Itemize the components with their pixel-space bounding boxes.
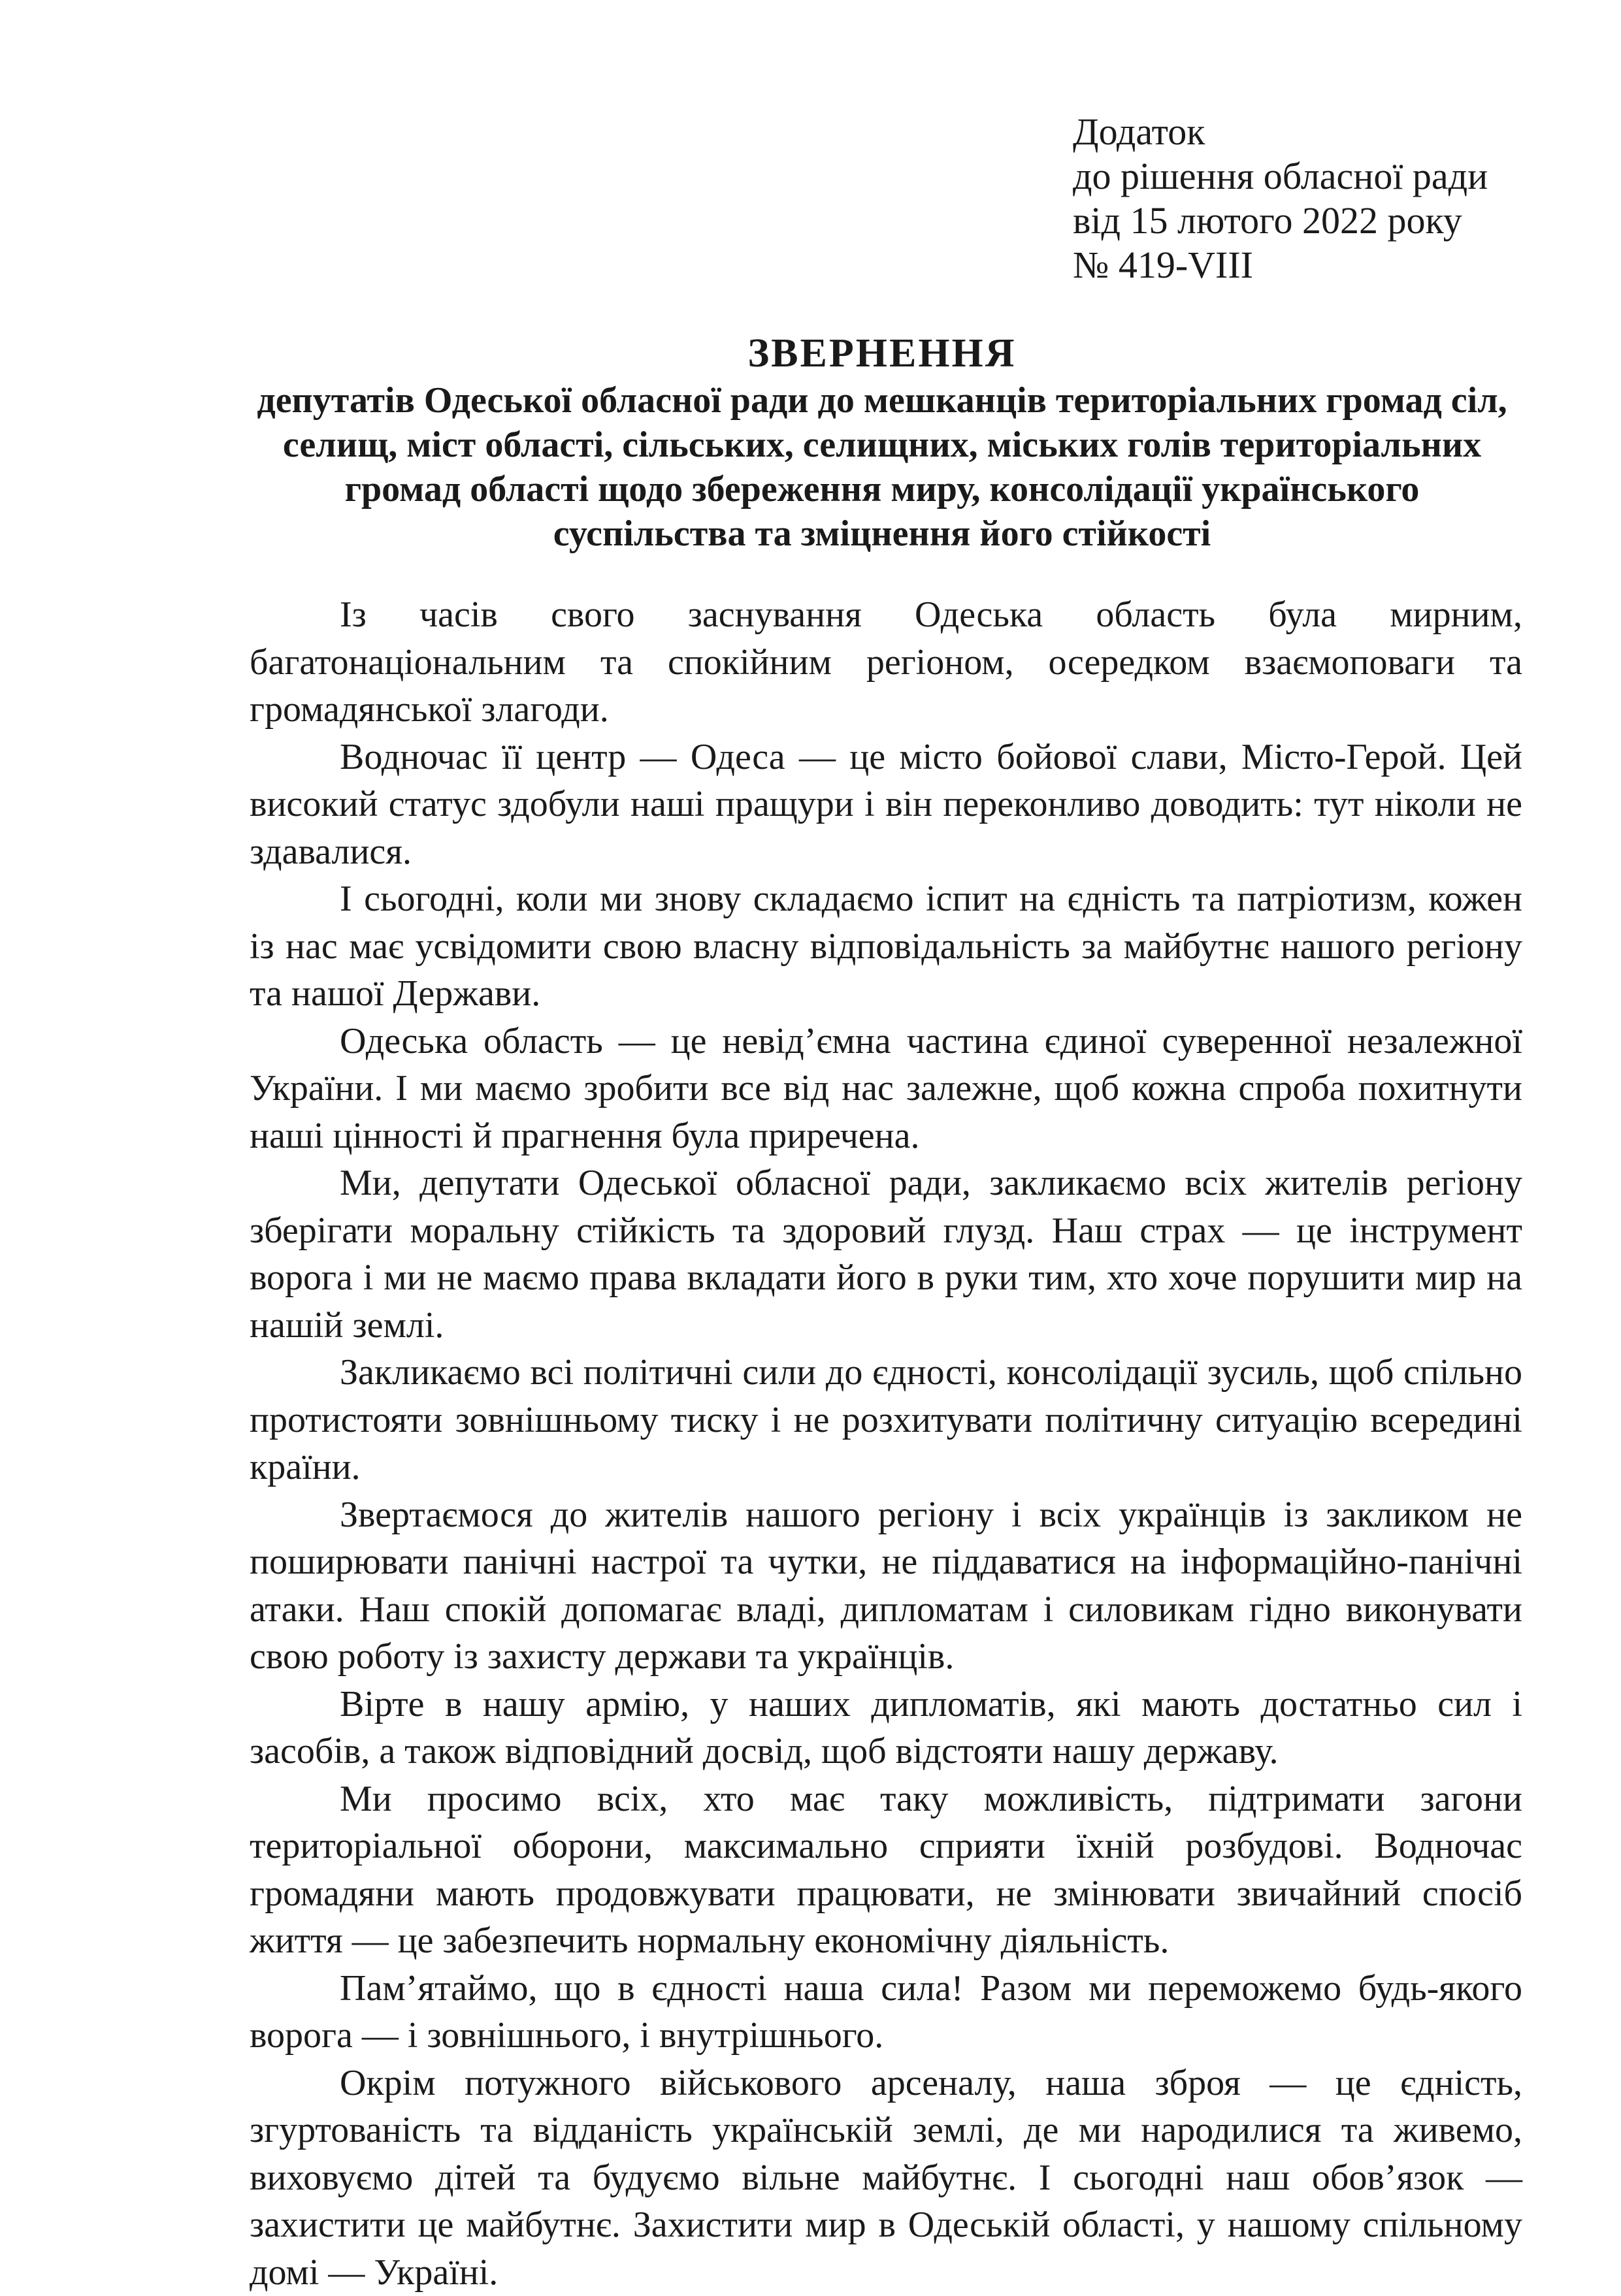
- paragraph-9: Ми просимо всіх, хто має таку можливість, підтримати загони територіальної оборони, максимально сприяти їхній розбудові. Водночас громадяни мають продовжувати працювати, не змінювати звичайний спосіб життя — це забезпечить нормальну економічну діяльність.: [250, 1775, 1522, 1965]
- document-subtitle: депутатів Одеської обласної ради до мешканців територіальних громад сіл, селищ, міст області, сільських, селищних, міських голів територіальних громад області щодо збереження миру, консолідації українського суспільства та зміцнення його стійкості: [245, 378, 1519, 556]
- paragraph-2: Водночас її центр — Одеса — це місто бойової слави, Місто-Герой. Цей високий статус здобули наші пращури і він переконливо доводить: тут ніколи не здавалися.: [250, 734, 1522, 876]
- annex-label: Додаток: [1073, 110, 1488, 154]
- annex-block: [1073, 110, 1488, 287]
- paragraph-6: Закликаємо всі політичні сили до єдності, консолідації зусиль, щоб спільно протистояти зовнішньому тиску і не розхитувати політичну ситуацію всередині країни.: [250, 1349, 1522, 1491]
- document-title: ЗВЕРНЕННЯ: [245, 330, 1519, 377]
- document-title-block: [245, 330, 1519, 556]
- paragraph-7: Звертаємося до жителів нашого регіону і всіх українців із закликом не поширювати панічні настрої та чутки, не піддаватися на інформаційно-панічні атаки. Наш спокій допомагає владі, дипломатам і силовикам гідно виконувати свою роботу із захисту держави та українців.: [250, 1491, 1522, 1681]
- paragraph-1: Із часів свого заснування Одеська область була мирним, багатонаціональним та спокійним регіоном, осередком взаємоповаги та громадянської злагоди.: [250, 591, 1522, 734]
- paragraph-8: Вірте в нашу армію, у наших дипломатів, які мають достатньо сил і засобів, а також відповідний досвід, щоб відстояти нашу державу.: [250, 1681, 1522, 1775]
- paragraph-4: Одеська область — це невід’ємна частина єдиної суверенної незалежної України. І ми маємо зробити все від нас залежне, щоб кожна спроба похитнути наші цінності й прагнення була приречена.: [250, 1018, 1522, 1160]
- annex-date: від 15 лютого 2022 року: [1073, 199, 1488, 243]
- document-body: [250, 591, 1522, 2296]
- paragraph-10: Пам’ятаймо, що в єдності наша сила! Разом ми переможемо будь-якого ворога — і зовнішнього, і внутрішнього.: [250, 1965, 1522, 2060]
- annex-number: № 419-VIII: [1073, 243, 1488, 287]
- paragraph-3: І сьогодні, коли ми знову складаємо іспит на єдність та патріотизм, кожен із нас має усвідомити свою власну відповідальність за майбутнє нашого регіону та нашої Держави.: [250, 875, 1522, 1018]
- annex-decision-ref: до рішення обласної ради: [1073, 154, 1488, 199]
- paragraph-11: Окрім потужного військового арсеналу, наша зброя — це єдність, згуртованість та відданість українській землі, де ми народилися та живемо, виховуємо дітей та будуємо вільне майбутнє. І сьогодні наш обов’язок — захистити це майбутнє. Захистити мир в Одеській області, у нашому спільному домі — Україні.: [250, 2060, 1522, 2296]
- paragraph-5: Ми, депутати Одеської обласної ради, закликаємо всіх жителів регіону зберігати моральну стійкість та здоровий глузд. Наш страх — це інструмент ворога і ми не маємо права вкладати його в руки тим, хто хоче порушити мир на нашій землі.: [250, 1159, 1522, 1349]
